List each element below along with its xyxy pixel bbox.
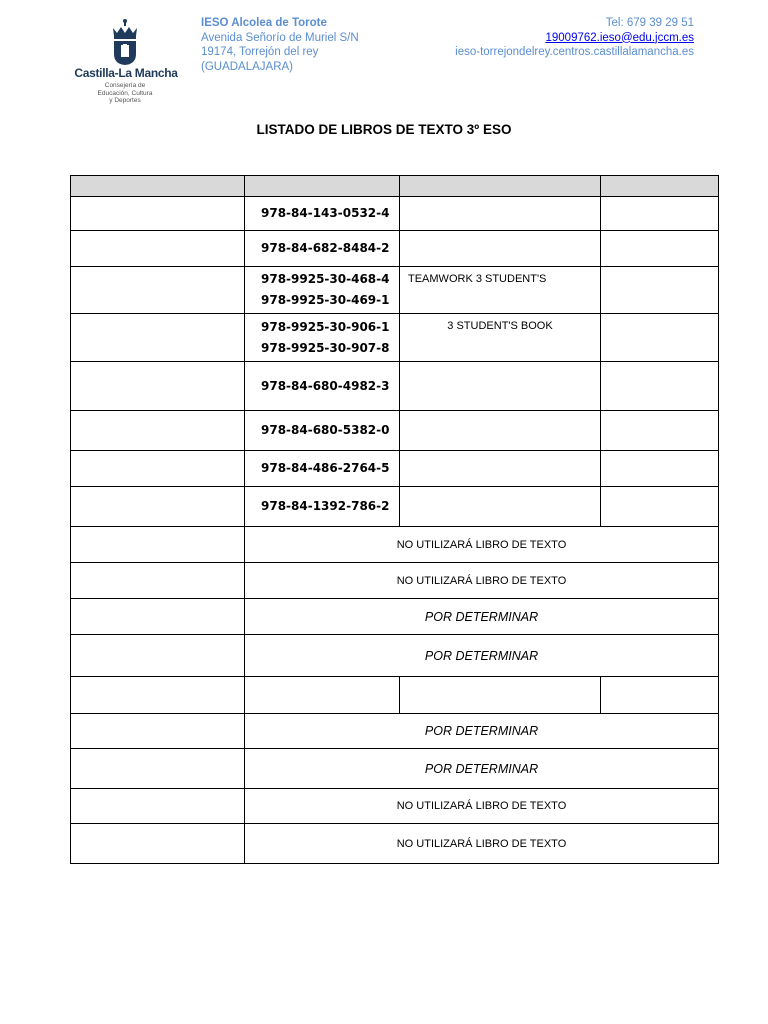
table-row bbox=[71, 487, 719, 527]
isbn: 978-9925-30-906-1 bbox=[261, 319, 390, 334]
title-cell bbox=[400, 487, 601, 527]
publisher-cell bbox=[601, 197, 719, 231]
table-row bbox=[71, 749, 719, 789]
table-row bbox=[71, 197, 719, 231]
table-row bbox=[71, 714, 719, 749]
document-title: LISTADO DE LIBROS DE TEXTO 3º ESO bbox=[256, 122, 512, 137]
crown-shield-icon bbox=[105, 18, 145, 66]
subject-cell bbox=[71, 635, 245, 677]
publisher-cell bbox=[601, 677, 719, 714]
subject-cell bbox=[71, 197, 245, 231]
isbn: 978-84-682-8484-2 bbox=[261, 241, 390, 255]
table-row bbox=[71, 231, 719, 267]
isbn: 978-84-680-4982-3 bbox=[261, 378, 390, 393]
table-row bbox=[71, 267, 719, 314]
castilla-la-mancha-logo bbox=[72, 16, 182, 108]
title-cell bbox=[400, 231, 601, 267]
note-cell: POR DETERMINAR bbox=[245, 714, 719, 749]
isbn: 978-84-486-2764-5 bbox=[261, 461, 390, 475]
contact-info bbox=[455, 16, 694, 60]
header-cell bbox=[400, 176, 601, 197]
isbn-cell bbox=[245, 197, 400, 231]
table-header-row bbox=[71, 176, 719, 197]
subject-cell bbox=[71, 411, 245, 451]
title-cell: 3 STUDENT'S BOOK bbox=[400, 314, 601, 362]
isbn-cell bbox=[245, 487, 400, 527]
textbook-table bbox=[70, 175, 719, 864]
table-row bbox=[71, 824, 719, 864]
publisher-cell bbox=[601, 487, 719, 527]
logo-title: Castilla-La Mancha bbox=[74, 66, 178, 80]
header-cell bbox=[245, 176, 400, 197]
title-cell bbox=[400, 362, 601, 411]
note-cell: NO UTILIZARÁ LIBRO DE TEXTO bbox=[245, 527, 719, 563]
subject-cell bbox=[71, 362, 245, 411]
subject-cell bbox=[71, 527, 245, 563]
isbn: 978-84-143-0532-4 bbox=[261, 206, 390, 220]
school-address-line: (GUADALAJARA) bbox=[201, 60, 294, 73]
publisher-cell bbox=[601, 267, 719, 314]
note-cell: NO UTILIZARÁ LIBRO DE TEXTO bbox=[245, 824, 719, 864]
website-text: ieso-torrejondelrey.centros.castillalamancha.es bbox=[455, 46, 694, 58]
logo-subtitle-line: y Deportes bbox=[109, 97, 141, 104]
header-cell bbox=[71, 176, 245, 197]
subject-cell bbox=[71, 824, 245, 864]
phone-number: Tel: 679 39 29 51 bbox=[605, 17, 694, 29]
table-row bbox=[71, 599, 719, 635]
school-address-line: Avenida Señorío de Muriel S/N bbox=[201, 31, 359, 44]
table-row bbox=[71, 635, 719, 677]
table-row bbox=[71, 451, 719, 487]
school-info bbox=[201, 16, 359, 74]
isbn-cell bbox=[245, 267, 400, 314]
table-row bbox=[71, 563, 719, 599]
table-row bbox=[71, 411, 719, 451]
logo-subtitle-line: Consejería de bbox=[104, 82, 146, 89]
school-address-line: 19174, Torrejón del rey bbox=[201, 46, 319, 58]
isbn-cell bbox=[245, 451, 400, 487]
subject-cell bbox=[71, 231, 245, 267]
note-cell: POR DETERMINAR bbox=[245, 599, 719, 635]
isbn-cell bbox=[245, 314, 400, 362]
note-cell: POR DETERMINAR bbox=[245, 635, 719, 677]
isbn-cell bbox=[245, 231, 400, 267]
publisher-cell bbox=[601, 411, 719, 451]
publisher-cell bbox=[601, 314, 719, 362]
title-cell bbox=[400, 677, 601, 714]
header-cell bbox=[601, 176, 719, 197]
isbn-cell bbox=[245, 677, 400, 714]
subject-cell bbox=[71, 267, 245, 314]
subject-cell bbox=[71, 451, 245, 487]
subject-cell bbox=[71, 563, 245, 599]
subject-cell bbox=[71, 599, 245, 635]
subject-cell bbox=[71, 314, 245, 362]
table-row bbox=[71, 677, 719, 714]
subject-cell bbox=[71, 749, 245, 789]
isbn: 978-84-1392-786-2 bbox=[261, 499, 390, 513]
isbn-cell bbox=[245, 411, 400, 451]
title-cell bbox=[400, 451, 601, 487]
isbn-cell bbox=[245, 362, 400, 411]
title-cell bbox=[400, 197, 601, 231]
subject-cell bbox=[71, 789, 245, 824]
subject-cell bbox=[71, 487, 245, 527]
isbn: 978-84-680-5382-0 bbox=[261, 423, 390, 437]
subject-cell bbox=[71, 677, 245, 714]
note-cell: NO UTILIZARÁ LIBRO DE TEXTO bbox=[245, 789, 719, 824]
publisher-cell bbox=[601, 451, 719, 487]
subject-cell bbox=[71, 714, 245, 749]
table-row bbox=[71, 789, 719, 824]
isbn: 978-9925-30-907-8 bbox=[261, 340, 390, 355]
title-cell: TEAMWORK 3 STUDENT'S bbox=[400, 267, 601, 314]
note-cell: NO UTILIZARÁ LIBRO DE TEXTO bbox=[245, 563, 719, 599]
logo-subtitle bbox=[72, 82, 178, 105]
table-row bbox=[71, 362, 719, 411]
note-cell: POR DETERMINAR bbox=[245, 749, 719, 789]
school-name: IESO Alcolea de Torote bbox=[201, 17, 327, 29]
publisher-cell bbox=[601, 362, 719, 411]
email-link[interactable]: 19009762.ieso@edu.jccm.es bbox=[545, 31, 694, 44]
logo-subtitle-line: Educación, Cultura bbox=[97, 89, 153, 97]
isbn: 978-9925-30-468-4 bbox=[261, 272, 390, 286]
title-cell bbox=[400, 411, 601, 451]
publisher-cell bbox=[601, 231, 719, 267]
isbn: 978-9925-30-469-1 bbox=[261, 293, 390, 307]
table-row bbox=[71, 527, 719, 563]
table-row bbox=[71, 314, 719, 362]
